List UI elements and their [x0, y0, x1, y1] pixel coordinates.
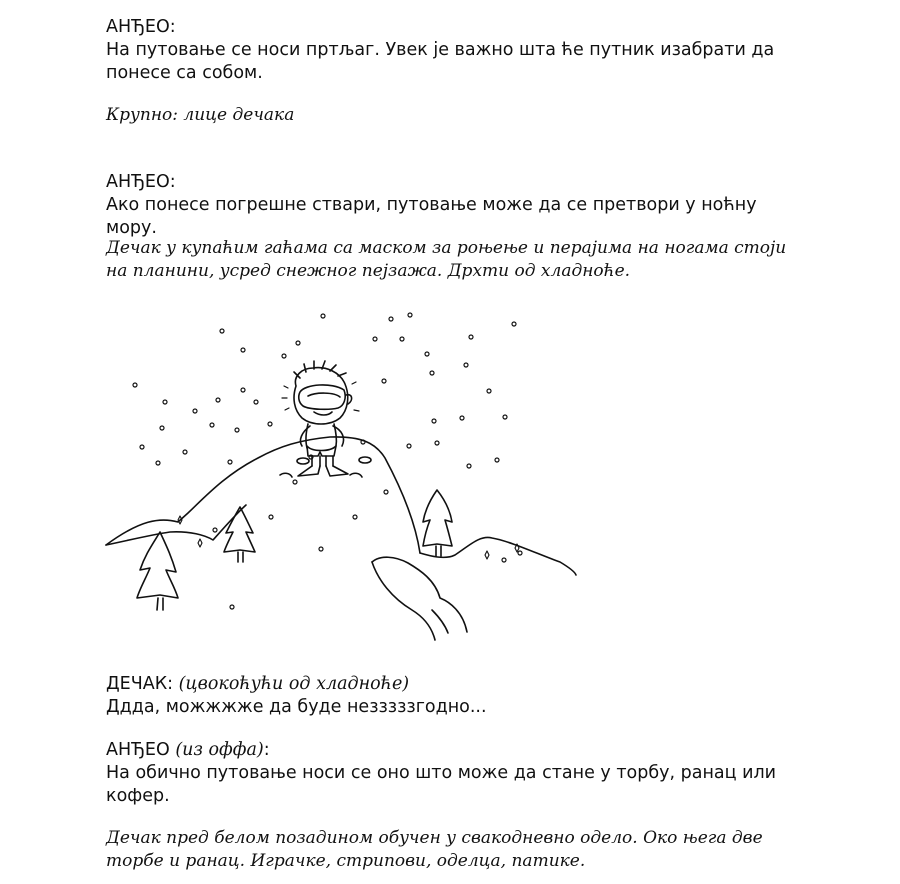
speaker-name: ДЕЧАК: [106, 674, 174, 694]
pine-tree-right [423, 490, 452, 556]
snowflakes [133, 313, 522, 609]
speaker-colon: : [263, 740, 270, 760]
boy-on-snowy-mountain-illustration [100, 300, 580, 645]
pine-tree-left [137, 532, 178, 610]
speaker-heading [106, 739, 806, 762]
dialogue-angel-2 [106, 171, 806, 240]
direction-line: Крупно: лице дечака [106, 105, 295, 125]
dialogue-line: Дддa, можжжже да буде незззззгодно... [106, 697, 487, 717]
foreground-rock-edge [372, 562, 435, 640]
speaker-name: АНЂЕО: [106, 172, 176, 192]
dialogue-line: кофер. [106, 786, 170, 806]
direction-line: на планини, усред снежног пејзажа. Дрхти од хладноће. [106, 261, 631, 281]
speaker-name: АНЂЕО: [106, 17, 176, 37]
speaker-heading [106, 673, 806, 696]
foreground-rock [372, 557, 467, 632]
lower-slope [420, 537, 576, 575]
direction-line: Дечак пред белом позадином обучен у свакодневно одело. Око њега две [106, 828, 763, 848]
dialogue-angel-1 [106, 16, 806, 85]
direction-line: торбе и ранац. Играчке, стрипови, оделца, патике. [106, 851, 586, 871]
parenthetical: (цвокоћући од хладноће) [178, 674, 410, 694]
left-ridge [106, 505, 246, 545]
dialogue-boy [106, 673, 806, 719]
speaker-name: АНЂЕО [106, 740, 170, 760]
parenthetical: (из оффа) [175, 740, 264, 760]
dialogue-line: На обично путовање носи се оно што може да стане у торбу, ранац или [106, 763, 777, 783]
stage-direction-white-background [106, 827, 806, 873]
direction-line: Дечак у купаћим гаћама са маском за роњење и перајима на ногама стоји [106, 238, 787, 258]
stage-direction-mountain [106, 237, 806, 283]
dialogue-line: понесе са собом. [106, 63, 263, 83]
stage-direction-closeup [106, 104, 806, 127]
pine-tree-middle [224, 507, 255, 562]
dialogue-line: На путовање се носи пртљаг. Увек је важно шта ће путник изабрати да [106, 40, 775, 60]
dialogue-line: Ако понесе погрешне ствари, путовање може да се претвори у ноћну мору. [106, 195, 757, 238]
dialogue-angel-offscreen [106, 739, 806, 808]
boy-figure [282, 361, 359, 476]
